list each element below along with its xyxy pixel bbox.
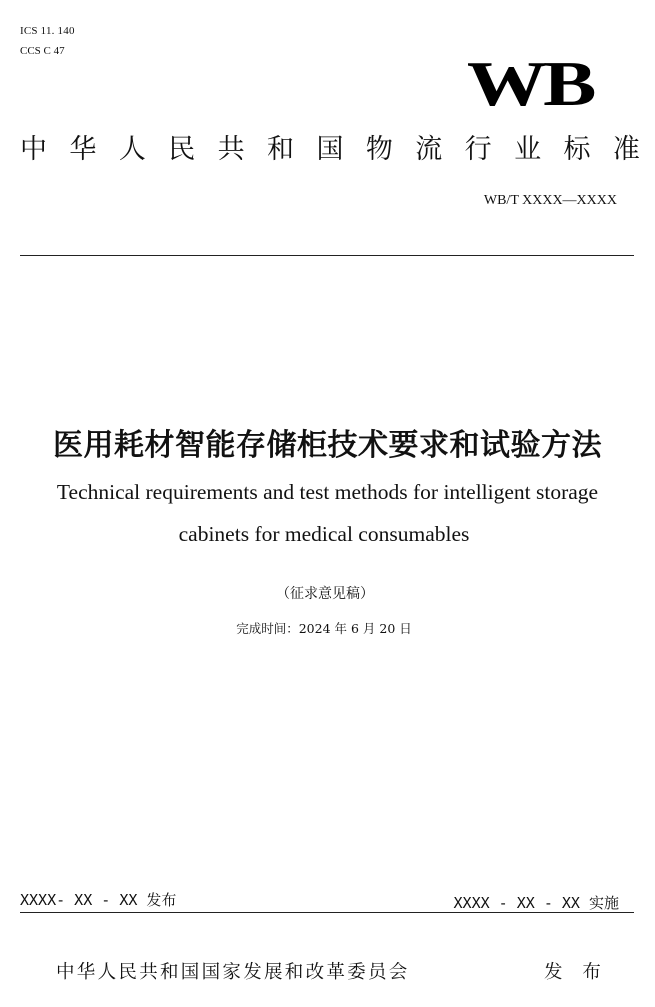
category-char: 行 <box>464 134 492 165</box>
publisher-name: 中华人民共和国国家发展和改革委员会 <box>56 962 410 983</box>
document-title-chinese: 医用耗材智能存储柜技术要求和试验方法 <box>53 428 602 463</box>
issue-date: XXXX- XX - XX 发布 <box>20 891 177 909</box>
bottom-divider <box>20 912 634 913</box>
category-char: 物 <box>365 134 393 165</box>
category-char: 国 <box>316 134 344 165</box>
category-char: 华 <box>69 134 97 165</box>
ics-code: ICS 11. 140 <box>20 25 75 37</box>
implementation-date: XXXX - XX - XX 实施 <box>453 894 619 912</box>
standard-category-title <box>20 132 640 168</box>
document-title-english-line1: Technical requirements and test methods for intelligent storage <box>56 480 599 504</box>
document-title-english-line2: cabinets for medical consumables <box>178 522 470 546</box>
publish-label: 发 布 <box>544 962 608 983</box>
category-char: 标 <box>563 134 591 165</box>
category-char: 中 <box>20 134 47 165</box>
category-char: 人 <box>118 134 146 165</box>
category-char: 流 <box>415 134 443 165</box>
ccs-code: CCS C 47 <box>20 45 65 57</box>
completion-date: 完成时间：2024 年 6 月 20 日 <box>236 621 412 636</box>
top-divider <box>20 255 634 256</box>
standard-number: WB/T XXXX—XXXX <box>483 193 617 208</box>
wb-logo: WB <box>467 48 593 119</box>
category-char: 业 <box>514 134 542 165</box>
category-char: 民 <box>168 134 196 165</box>
category-char: 准 <box>612 134 640 165</box>
draft-status: （征求意见稿） <box>276 586 374 602</box>
category-char: 和 <box>267 134 295 165</box>
category-char: 共 <box>217 134 245 165</box>
